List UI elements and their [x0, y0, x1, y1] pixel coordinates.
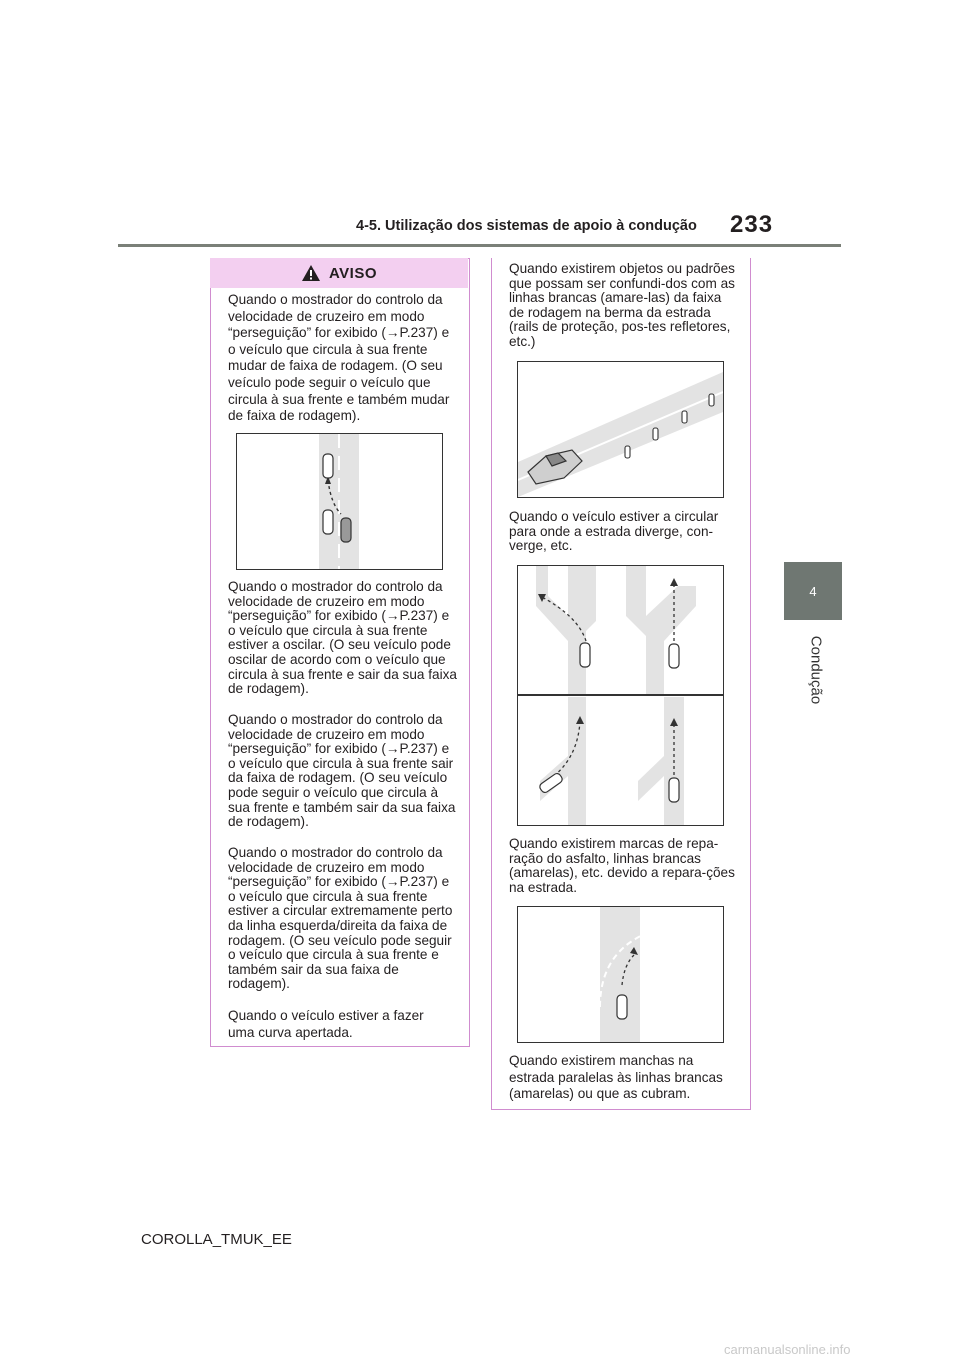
warning-paragraph-2: Quando o mostrador do controlo da velocidade de cruzeiro em modo “perseguição” for exibido (→P.237) e o veículo que circula à sua frente estiver a oscilar. (O seu veículo pode oscilar de acordo com o veículo que circula à sua frente e sair da sua faixa de rodagem). — [228, 579, 457, 697]
warning-paragraph-3: Quando o mostrador do controlo da velocidade de cruzeiro em modo “perseguição” for exibido (→P.237) e o veículo que circula à sua frente sair da faixa de rodagem. (O seu veículo pode seguir o veículo que circula à sua frente e também sair da sua faixa de rodagem). — [228, 712, 456, 830]
illustration-roadside-objects — [517, 361, 724, 498]
condition-paragraph-2: Quando o veículo estiver a circular para onde a estrada diverge, con-verge, etc. — [509, 509, 719, 554]
warning-paragraph-1: Quando o mostrador do controlo da velocidade de cruzeiro em modo “perseguição” for exibido (→P.237) e o veículo que circula à sua frente mudar de faixa de rodagem. (O seu veículo pode seguir o veículo que circula à sua frente e também mudar de faixa de rodagem). — [228, 292, 450, 424]
warning-header — [210, 258, 468, 288]
page-number: 233 — [730, 211, 774, 238]
illustration-repair-marks — [517, 906, 724, 1043]
chapter-number: 4 — [809, 583, 817, 599]
header-divider — [118, 244, 841, 247]
warning-triangle-icon — [301, 264, 321, 282]
warning-paragraph-5: Quando o veículo estiver a fazer uma curva apertada. — [228, 1008, 424, 1040]
illustration-lane-change — [236, 433, 443, 570]
chapter-label — [776, 630, 856, 710]
section-title: 4-5. Utilização dos sistemas de apoio à condução — [356, 218, 697, 234]
warning-paragraph-4: Quando o mostrador do controlo da velocidade de cruzeiro em modo “perseguição” for exibido (→P.237) e o veículo que circula à sua frente estiver a circular extremamente perto da linha esquerda/direita da faixa de rodagem. (O seu veículo pode seguir o veículo que circula à sua frente e também sair da sua faixa de rodagem). — [228, 845, 453, 992]
condition-paragraph-3: Quando existirem marcas de repa-ração do asfalto, linhas brancas (amarelas), etc. devido a repara-ções na estrada. — [509, 836, 735, 895]
chapter-tab[interactable] — [784, 562, 842, 620]
chapter-label-text: Condução — [807, 635, 825, 705]
warning-title: AVISO — [328, 264, 378, 282]
model-code: COROLLA_TMUK_EE — [141, 1231, 292, 1248]
condition-paragraph-4: Quando existirem manchas na estrada paralelas às linhas brancas (amarelas) ou que as cubram. — [509, 1053, 723, 1102]
illustration-diverge-converge — [517, 565, 724, 826]
condition-paragraph-1: Quando existirem objetos ou padrões que possam ser confundi-dos com as linhas brancas (amare-las) da faixa de rodagem na berma da estrada (rails de proteção, pos-tes refletores, etc.) — [509, 261, 735, 349]
watermark: carmanualsonline.info — [724, 1342, 851, 1357]
